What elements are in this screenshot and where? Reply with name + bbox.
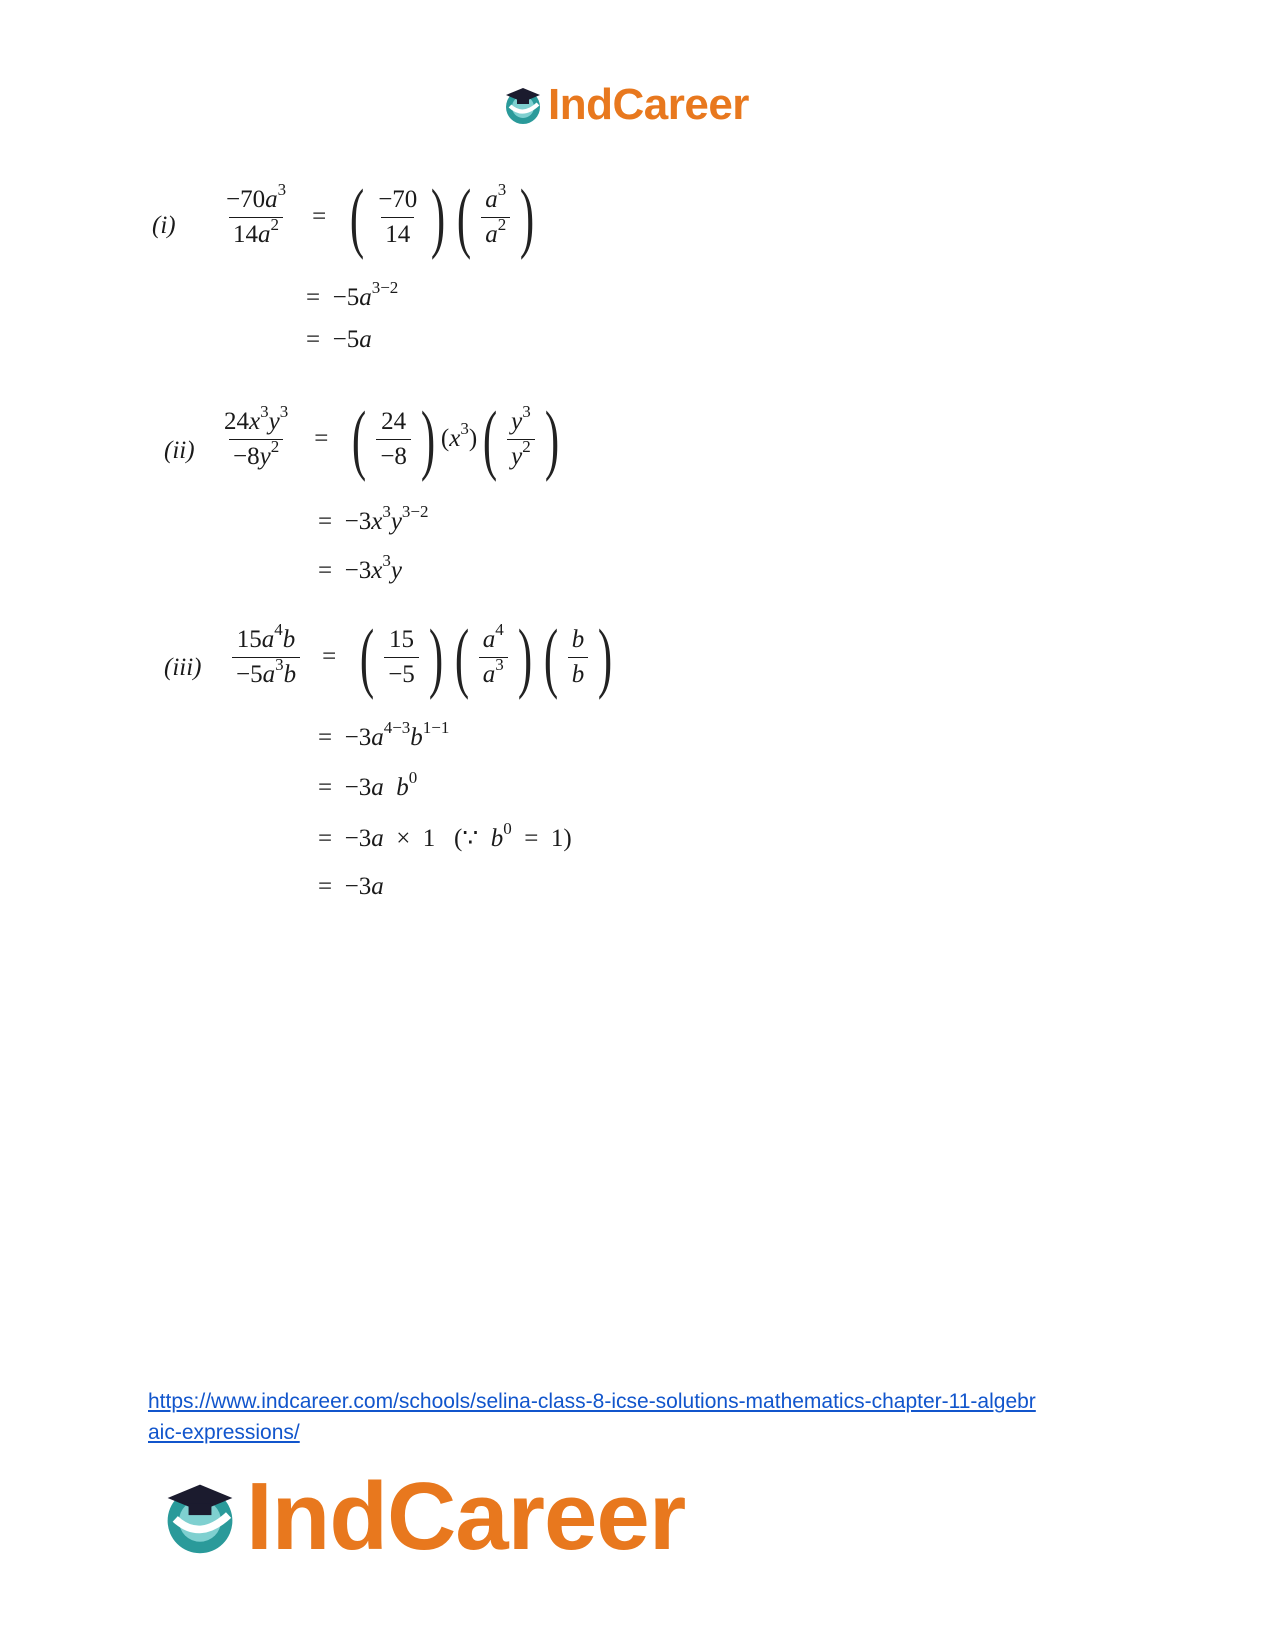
problem-iii-step-1: = $-3a^{4-3}b^{1-1}$	[318, 718, 450, 751]
problem-iii-step-4: = −3a	[318, 873, 384, 900]
header-logo-text: IndCareer	[548, 80, 749, 129]
problem-i-step-2: = −5a	[306, 326, 372, 353]
problem-iii-step-2: = −3a $b^0$	[318, 768, 418, 801]
source-link-line-2[interactable]: aic-expressions/	[148, 1421, 300, 1444]
header-logo	[502, 80, 749, 130]
footer-logo-text: IndCareer	[246, 1463, 686, 1570]
problem-iii-equation: $\frac{15a^4b}{-5a^3b}$ = ( $\frac{15}{-5}$ ) ( $\frac{a^4}{a^3}$ ) ( $\frac{b}{b}$ )	[228, 618, 618, 696]
problem-label: (i)	[152, 212, 176, 239]
problem-label: (iii)	[164, 654, 202, 681]
graduation-cap-globe-icon	[502, 84, 544, 126]
source-link[interactable]	[148, 1386, 1108, 1448]
problem-ii-step-2: = $-3x^3y$	[318, 551, 402, 584]
problem-label: (ii)	[164, 437, 195, 464]
problem-ii-equation: $\frac{24x^3y^3}{-8y^2}$ = ( $\frac{24}{-8}$ ) $(x^3)$ ( $\frac{y^3}{y^2}$ )	[224, 395, 559, 482]
problem-ii-step-1: = $-3x^3y^{3-2}$	[318, 502, 429, 535]
problem-i-equation: $\frac{-70a^3}{14a^2}$ = ( $\frac{-70}{14}$ ) ( $\frac{a^3}{a^2}$ )	[226, 173, 535, 260]
problem-iii-step-3: = −3a × 1 (∵ $b^0 = 1$)	[318, 819, 572, 852]
footer-logo	[160, 1462, 685, 1572]
problem-i-step-1: = $-5a^{3-2}$	[306, 278, 399, 311]
graduation-cap-globe-icon	[160, 1477, 240, 1557]
source-link-line-1[interactable]: https://www.indcareer.com/schools/selina-class-8-icse-solutions-mathematics-chapter-11-algebr	[148, 1390, 1036, 1413]
